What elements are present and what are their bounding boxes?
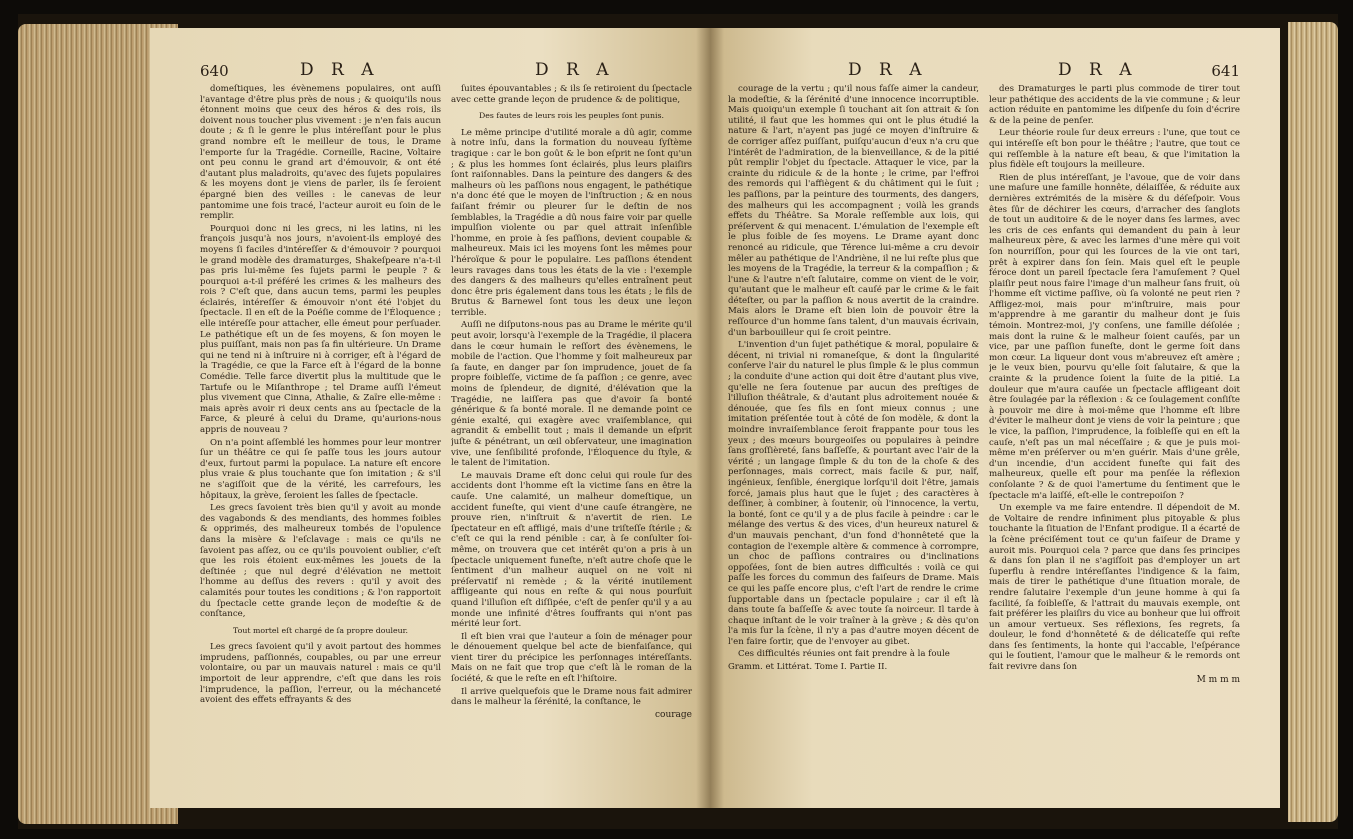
- page-number: 641: [1211, 62, 1240, 80]
- paragraph: Les grecs ſavoient qu'il y avoit partout des hommes imprudens, paſſionnés, coupables, ou par une erreur volontaire, ou par un mauvais naturel : mais ce qu'il importoit de leur apprendre, c'eſt que dans les rois l'imprudence, la paſſion, l'erreur, ou la méchanceté avoient des effets effrayants & des: [200, 642, 441, 706]
- running-head: D R A: [1058, 60, 1138, 80]
- paragraph: Pourquoi donc ni les grecs, ni les latins, ni les françois jusqu'à nos jours, n'avoient-ils employé des moyens ſi faciles d'intéreſſer & d'émouvoir ? pourquoi le grand modèle des dramaturges, Shakeſpeare n'a-t-il pas pris lui-même ſes ſujets parmi le peuple ? & pourquoi a-t-il préféré les crimes & les malheurs des rois ? C'eſt que, dans aucun tems, parmi les peuples éclairés, intéreſſer & émouvoir n'ont été l'objet du ſpectacle. Il en eſt de la Poéſie comme de l'Éloquence ; elle intéreſſe pour attacher, elle émeut pour perſuader. Le pathétique eſt un de ſes moyens, & ſon moyen le plus puiſſant, mais non pas ſa fin ultérieure. Un Drame qui ne tend ni à inſtruire ni à corriger, eſt à l'égard de la Tragédie, ce que la Farce eſt à l'égard de la bonne Comédie. Telle farce divertit plus la multitude que le Tartufe ou le Miſanthrope ; tel Drame auſſi l'émeut plus vivement que Cinna, Athalie, & Zaïre elle-même : mais après avoir ri deux cents ans au ſpectacle de la Farce, & pleuré à celui du Drame, qu'aurions-nous appris de nouveau ?: [200, 223, 441, 435]
- right-page: [710, 28, 1280, 808]
- paragraph: domeſtiques, les évènemens populaires, ont auſſi l'avantage d'être plus près de nous ; & quoiqu'ils nous étonnent moins que ceux des héros & des rois, ils doivent nous toucher plus vivement : je n'en fais aucun doute ; & ſi le genre le plus intéreſſant pour le plus grand nombre eſt le meilleur de tous, le Drame l'emporte ſur la Tragédie. Corneille, Racine, Voltaire ont peu connu le grand art d'émouvoir, & ont été d'autant plus maladroits, qu'avec des ſujets populaires & les moyens dont je viens de parler, ils ſe ſeroient épargné bien des veilles : le canevas de leur pantomime une fois tracé, l'acteur auroit eu ſoin de le remplir.: [200, 84, 441, 222]
- paragraph: Le mauvais Drame eſt donc celui qui roule ſur des accidents dont l'homme eſt la victime ſans en être la cauſe. Une calamité, un malheur domeſtique, un accident funeſte, qui vient d'une cauſe étrangère, ne prouve rien, n'inſtruit & n'avertit de rien. Le ſpectateur en eſt affligé, mais d'une triſteſſe ſtérile ; & c'eſt ce qui la rend pénible : car, à ſe conſulter ſoi-même, on trouvera que cet intérêt qu'on a pris à un ſpectacle uniquement funeſte, n'eſt autre choſe que le ſentiment d'un malheur auquel on ne voit ni préſervatif ni remède ; & la vérité inutilement affligeante qui nous en reſte & qui nous pourſuit quand l'illuſion eſt diſſipée, c'eſt de penſer qu'il y a au monde une infinité d'êtres ſouffrants qui n'ont pas mérité leur ſort.: [451, 470, 692, 630]
- paragraph: Il eſt bien vrai que l'auteur a ſoin de ménager pour le dénouement quelque bel acte de bienfaiſance, qui vient tirer du précipice les perſonnages intéreſſants. Mais on ne fait que trop que c'eſt là le roman de la ſociété, & que le reſte en eſt l'hiſtoire.: [451, 631, 692, 685]
- paragraph: Auſſi ne diſputons-nous pas au Drame le mérite qu'il peut avoir, lorsqu'à l'exemple de la Tragédie, il placera dans le cœur humain le reſſort des évènemens, le mobile de l'action. Que l'homme y ſoit malheureux par ſa faute, en danger par ſon imprudence, jouet de ſa propre foibleſſe, victime de ſa paſſion ; ce genre, avec moins de ſplendeur, de dignité, d'élévation que la Tragédie, ne laiſſera pas que d'avoir ſa bonté générique & ſa bonté morale. Il ne demande point ce génie exalté, qui exagère avec vraiſemblance, qui agrandit & embellit tout ; mais il demande un eſprit juſte & pénétrant, un œil obſervateur, une imagination vive, une ſenſibilité profonde, l'Éloquence du ſtyle, & le talent de l'imitation.: [451, 320, 692, 469]
- paragraph: Il arrive quelquefois que le Drame nous fait admirer dans le malheur la ſérénité, la conſtance, le: [451, 686, 692, 708]
- left-page-header: [200, 58, 692, 84]
- text-column-1: [200, 84, 441, 784]
- book-gutter: [696, 28, 724, 808]
- paragraph: Les grecs ſavoient très bien qu'il y avoit au monde des vagabonds & des mendiants, des hommes foibles & opprimés, des malheureux tombés de l'opulence dans la misère & l'eſclavage : mais ce qu'ils ne ſavoient pas aſſez, ou ce qu'ils pouvoient oublier, c'eſt que les rois étoient eux-mêmes les jouets de la deſtinée ; que nul degré d'élévation ne mettoit l'homme au deſſus des revers : qu'il y avoit des calamités pour toutes les conditions ; & l'on rapportoit du ſpectacle cette grande leçon de modeſtie & de conſtance,: [200, 503, 441, 620]
- paragraph: Rien de plus intéreſſant, je l'avoue, que de voir dans une maſure une famille honnête, délaiſſée, & réduite aux dernières extrémités de la misère & du déſeſpoir. Vous êtes ſûr de déchirer les cœurs, d'arracher des ſanglots de tout un auditoire & de le noyer dans ſes larmes, avec les cris de ces enfants qui demandent du pain à leur malheureux père, & avec les larmes d'une mère qui voit ſon nourriſſon, pour qui les ſources de la vie ont tari, prêt à expirer dans ſon ſein. Mais quel eſt le peuple féroce dont un pareil ſpectacle ſera l'amuſement ? Quel plaiſir peut nous faire l'image d'un malheur ſans fruit, où l'homme eſt victime paſſive, où ſa volonté ne peut rien ? Affligez-moi, mais pour m'inſtruire, mais pour m'apprendre à me garantir du malheur dont je ſuis témoin. Montrez-moi, j'y conſens, une famille déſolée ; mais dont la ruine & le malheur ſoient cauſés, par un vice, par une paſſion funeſte, dont le germe ſoit dans mon cœur. La liqueur dont vous m'abreuvez eſt amère ; je le veux bien, pourvu qu'elle ſoit ſalutaire, & que la crainte & la prudence ſoient la ſuite de la pitié. La douleur que m'aura cauſée un ſpectacle affligeant doit être ſoulagée par la réflexion : & ce ſoulagement conſiſte à pouvoir me dire à moi-même que l'homme eſt libre d'éviter le malheur dont je viens de voir la peinture ; que le vice, la paſſion, l'imprudence, la foibleſſe qui en eſt la cauſe, n'eſt pas un mal néceſſaire ; & que je puis moi-même m'en préſerver ou m'en guérir. Mais d'une grêle, d'un incendie, d'un accident funeſte qui fait des malheureux, quelle eſt pour ma penſée la réflexion conſolante ? & de quoi l'amertume du ſentiment que le ſpectacle m'a laiſſé, eſt-elle le contrepoiſon ?: [989, 172, 1240, 501]
- paragraph: Leur théorie roule ſur deux erreurs : l'une, que tout ce qui intéreſſe eſt bon pour le théâtre ; l'autre, que tout ce qui reſſemble à la nature eſt beau, & que l'imitation la plus fidèle eſt toujours la meilleure.: [989, 128, 1240, 171]
- text-column-2: [989, 84, 1240, 784]
- signature-mark: M m m m: [1196, 674, 1240, 685]
- footer-note: Gramm. et Littérat. Tome I. Partie II.: [728, 662, 888, 673]
- running-head: D R A: [535, 60, 615, 80]
- paragraph: ſuites épouvantables ; & ils ſe retiroient du ſpectacle avec cette grande leçon de prudence & de politique,: [451, 84, 692, 105]
- text-column-2: [451, 84, 692, 784]
- page-number: 640: [200, 62, 229, 80]
- running-head: D R A: [300, 60, 380, 80]
- paragraph: courage de la vertu ; qu'il nous faſſe aimer la candeur, la modeſtie, & la ſérénité d'une innocence incorruptible. Mais quoiqu'un exemple ſi touchant ait ſon attrait & ſon utilité, il faut que les hommes qui ont le plus étudié la nature & l'art, n'ayent pas jugé ce moyen d'inſtruire & de corriger aſſez puiſſant, puiſqu'aucun d'eux n'a cru que l'intérêt de l'admiration, de la bienveillance, & de la pitié pût remplir l'objet du ſpectacle. Attaquer le vice, par la crainte du ridicule & de la honte ; le crime, par l'effroi des remords qui l'affiègent & du châtiment qui le ſuit ; les paſſions, par la peinture des tourments, des dangers, des malheurs qui les accompagnent ; voilà les grands effets du Théâtre. Sa Morale reſſemble aux lois, qui préſervent & qui menacent. L'émulation de l'exemple eſt le plus foible de ſes moyens. Le Drame ayant donc renoncé au ridicule, que Térence lui-même a cru devoir mêler au pathétique de l'Andriène, il ne lui reſte plus que les moyens de la Tragédie, la terreur & la compaſſion ; & l'une & l'autre n'eſt ſalutaire, comme on vient de le voir, qu'autant que le malheur eſt cauſé par le crime & le fait déteſter, ou par la paſſion & nous avertit de la craindre. Mais alors le Drame eſt bien loin de pouvoir être la reſſource d'un homme ſans talent, d'un mauvais écrivain, d'un barbouilleur qui ſe croit peintre.: [728, 84, 979, 338]
- page-edges-right: [1288, 22, 1338, 822]
- paragraph: Un exemple va me faire entendre. Il dépendoit de M. de Voltaire de rendre infiniment plus pitoyable & plus touchante la ſituation de l'Enfant prodigue. Il a écarté de la ſcène préciſément tout ce qu'un faiſeur de Drame y auroit mis. Pourquoi cela ? parce que dans ſes principes & dans ſon plan il ne s'agiſſoit pas d'employer un art ſuperflu à rendre intéreſſantes l'indigence & la faim, mais de tirer le pathétique d'une ſituation morale, de rendre ſalutaire l'exemple d'un jeune homme à qui ſa facilité, ſa foibleſſe, & l'attrait du mauvais exemple, ont fait préférer les plaiſirs du vice au bonheur que lui offroit un amour vertueux. Ses réflexions, ſes regrets, ſa douleur, le fond d'honnêteté & de délicateſſe qui reſte dans ſes ſentiments, la honte qui l'accable, l'eſpérance qui le ſoutient, l'amour que le malheur & le remords ont fait revivre dans ſon: [989, 503, 1240, 673]
- paragraph: des Dramaturges le parti plus commode de tirer tout leur pathétique des accidents de la vie commune ; & leur action réduite en pantomime les diſpenſe du ſoin d'écrire & de la peine de penſer.: [989, 84, 1240, 126]
- running-head: D R A: [848, 60, 928, 80]
- paragraph: L'invention d'un ſujet pathétique & moral, populaire & décent, ni trivial ni romaneſque, & dont la ſingularité conſerve l'air du naturel le plus ſimple & le plus commun ; la conduite d'une action qui doit être d'autant plus vive, qu'elle ne ſera ſoutenue par aucun des preſtiges de l'illuſion théâtrale, & d'autant plus adroitement nouée & dénouée, que ſes fils en ſont mieux connus ; une imitation préſentée tout à côté de ſon modèle, & dont la moindre invraiſemblance ſeroit frappante pour tous les yeux ; des mœurs bourgeoiſes ou populaires à peindre ſans groſſièreté, ſans baſſeſſe, & pourtant avec l'air de la vérité ; un langage ſimple & du ton de la choſe & des perſonnages, mais correct, mais facile & pur, naïf, ingénieux, ſenſible, énergique lorſqu'il doit l'être, jamais forcé, jamais plus haut que le ſujet ; des caractères à deſſiner, à combiner, à ſoutenir, où l'innocence, la vertu, la bonté, ſont ce qu'il y a de plus facile à peindre : car le mélange des vertus & des vices, d'un heureux naturel & d'un mauvais penchant, d'un fond d'honnêteté que la contagion de l'exemple altère & commence à corrompre, un choc de paſſions contraires ou d'inclinations oppoſées, ſont de bien autres difficultés : voilà ce qui paſſe les forces du commun des faiſeurs de Drame. Mais ce qui les paſſe encore plus, c'eſt l'art de rendre le crime ſupportable dans un ſpectacle populaire ; car il eſt là dans toute ſa baſſeſſe & avec toute ſa noirceur. Il tarde à chaque inſtant de le voir traîner à la grève ; & dès qu'on l'a mis ſur la ſcène, il n'y a pas d'autre moyen décent de l'en faire ſortir, que de l'envoyer au gibet.: [728, 340, 979, 647]
- paragraph: Le même principe d'utilité morale a dû agir, comme à notre inſu, dans la formation du nouveau ſyſtème tragique : car le bon goût & le bon eſprit ne ſont qu'un ; & plus les hommes ſont éclairés, plus leurs plaiſirs ſont raiſonnables. Dans la peinture des dangers & des malheurs où les paſſions nous engagent, le pathétique n'a donc été que le moyen de l'inſtruction ; & en nous faiſant frémir ou pleurer ſur le deſtin de nos ſemblables, la Tragédie a dû nous faire voir par quelle impulſion violente ou par quel attrait inſenſible l'homme, en proie à ſes paſſions, devient coupable & malheureux. Mais ici les moyens ſont les mêmes pour l'héroïque & pour le populaire. Les paſſions étendent leurs ravages dans tous les états de la vie : l'exemple des dangers & des malheurs qu'elles entraînent peut donc être pris également dans tous les états ; le fils de Brutus & Barnewel ſont tous les deux une leçon terrible.: [451, 127, 692, 318]
- left-page: [150, 28, 710, 808]
- verse-quote: Des fautes de leurs rois les peuples ſont punis.: [479, 111, 664, 121]
- text-column-1: [728, 84, 979, 784]
- verse-quote: Tout mortel eſt chargé de ſa propre douleur.: [233, 625, 408, 635]
- catchword: courage: [654, 709, 692, 720]
- paragraph: On n'a point aſſemblé les hommes pour leur montrer ſur un théâtre ce qui ſe paſſe tous les jours autour d'eux, furtout parmi la populace. La nature eſt encore plus vraie & plus touchante que ſon imitation ; & s'il ne s'agiſſoit que de la vérité, les carrefours, les hôpitaux, la grève, ſeroient les ſalles de ſpectacle.: [200, 437, 441, 501]
- right-page-header: [728, 58, 1240, 84]
- paragraph: Ces difficultés réunies ont fait prendre à la foule: [738, 649, 950, 660]
